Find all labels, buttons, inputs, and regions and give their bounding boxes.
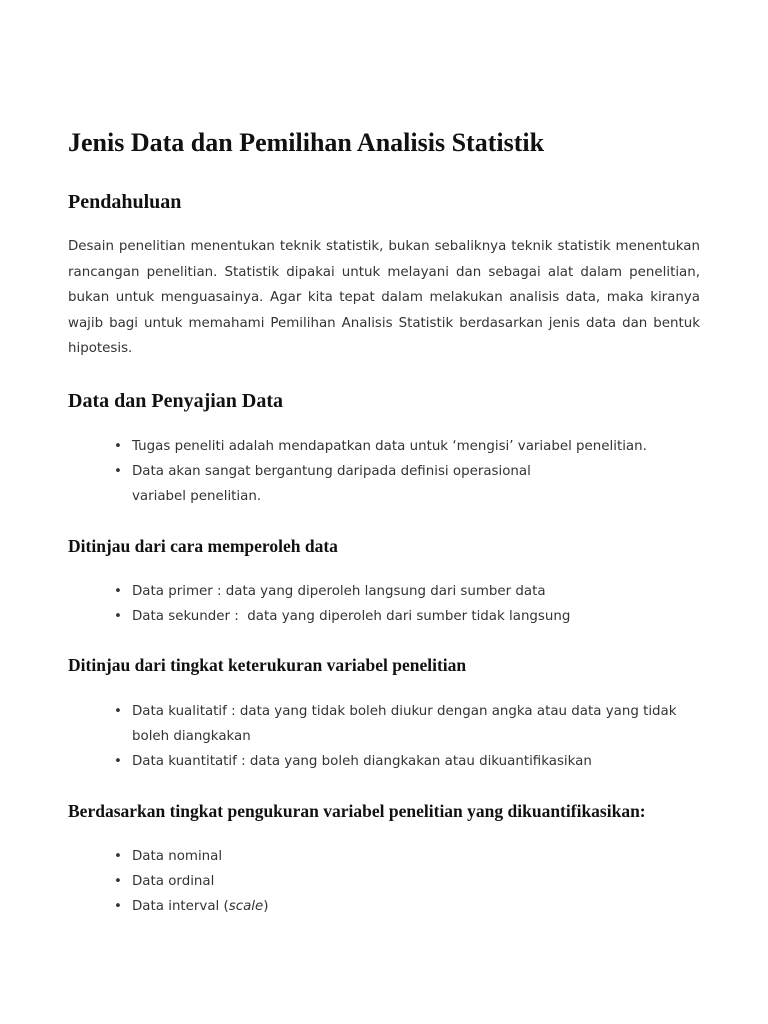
cara-list: [68, 579, 708, 629]
list-item: • Data nominal: [68, 844, 708, 869]
list-item: • Tugas peneliti adalah mendapatkan data untuk ‘mengisi’ variabel penelitian.: [68, 434, 708, 459]
interval-end: ): [263, 899, 269, 914]
list-item: • Data sekunder : data yang diperoleh dari sumber tidak langsung: [68, 604, 708, 629]
interval-scale: scale: [228, 899, 264, 914]
section-heading-pendahuluan: Pendahuluan: [68, 191, 182, 213]
intro-paragraph: Desain penelitian menentukan teknik statistik, bukan sebaliknya teknik statistik menentukan rancangan penelitian. Statistik dipakai untuk melayani dan sebagai alat dalam penelitian, bukan untuk menguasainya. Agar kita tepat dalam melakukan analisis data, maka kiranya wajib bagi untuk memahami Pemilihan Analisis Statistik berdasarkan jenis data dan bentuk hipotesis.: [68, 239, 700, 356]
list-item: • Data akan sangat bergantung daripada definisi operasional variabel penelitian.: [68, 459, 572, 509]
section-heading-pengukuran: Berdasarkan tingkat pengukuran variabel penelitian yang dikuantifikasikan:: [68, 801, 646, 821]
interval-label: Data interval (: [132, 899, 229, 914]
list-item-interval: [68, 894, 708, 919]
list-item: • Data kualitatif : data yang tidak boleh diukur dengan angka atau data yang tidak boleh diangkakan: [68, 699, 692, 749]
list-item: • Data primer : data yang diperoleh langsung dari sumber data: [68, 579, 708, 604]
section-heading-keterukuran: Ditinjau dari tingkat keterukuran variabel penelitian: [68, 655, 467, 675]
section-heading-penyajian: Data dan Penyajian Data: [68, 390, 284, 412]
list-item: • Data ordinal: [68, 869, 708, 894]
section-heading-cara: Ditinjau dari cara memperoleh data: [68, 536, 338, 556]
page-title: Jenis Data dan Pemilihan Analisis Statistik: [68, 128, 545, 157]
penyajian-list: [68, 434, 708, 509]
pengukuran-list: [68, 844, 708, 919]
keterukuran-list: [68, 699, 708, 774]
list-item: • Data kuantitatif : data yang boleh diangkakan atau dikuantifikasikan: [68, 749, 708, 774]
